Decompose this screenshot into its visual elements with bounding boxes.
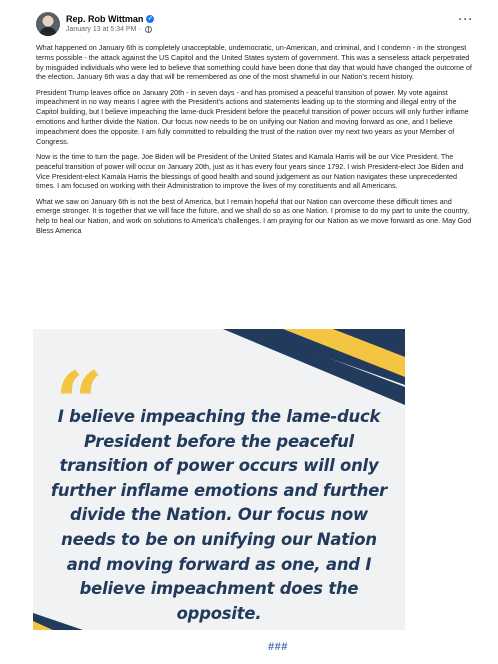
post-timestamp[interactable]: January 13 at 5:34 PM <box>66 26 137 33</box>
post-body <box>36 43 474 241</box>
post-paragraph: What we saw on January 6th is not the best of America, but I remain hopeful that our Nation can overcome these difficult times and emerge stronger. It is together that we will face the future, and we shall do so as one Nation. I promise to do my part to unite the country, help to heal our Nation, and work on solutions to America's challenges. I am praying for our Nation as we move forward as one. May God Bless America <box>36 196 472 236</box>
globe-icon <box>145 26 152 33</box>
author-name[interactable]: Rep. Rob Wittman <box>66 14 144 24</box>
post-meta <box>66 26 152 33</box>
quote-marks-icon: “ <box>55 353 104 452</box>
more-options-button[interactable]: ··· <box>458 12 474 26</box>
post-paragraph: President Trump leaves office on January 20th - in seven days - and has promised a peaceful transition of power. My vote against impeachment in no way means I agree with the President's actions and statements leading up to the storming and illegal entry of the Capitol building, but I believe impeaching the lame-duck President before the peaceful transition of power occurs will only further inflame emotions and further divide the Nation. Our focus now needs to be on unifying our Nation and moving forward as one, and I believe impeachment does the opposite. I am fully committed to rebuilding the trust of the nation over my next two years as your Member of Congress. <box>36 87 469 146</box>
avatar[interactable] <box>36 12 60 36</box>
post-paragraph: What happened on January 6th is completely unacceptable, undemocratic, un-American, and criminal, and I condemn - in the strongest terms possible - the attack against the US Capitol and the United States system of government. This was a senseless attack perpetrated by misguided individuals who were led to believe that something could have been done that day that would have changed the outcome of the election. January 6th was a day that will be remembered as one of the most shameful in our Nation's recent history. <box>36 43 472 82</box>
verified-badge-icon: ✓ <box>147 16 153 22</box>
separator-dot: · <box>139 26 142 33</box>
post-header <box>36 12 476 40</box>
avatar-silhouette <box>39 27 57 36</box>
post-paragraph: Now is the time to turn the page. Joe Biden will be President of the United States and Kamala Harris will be our Vice President. The peaceful transition of power will occur on January 20th, just as it has every four years since 1792. I wish President-elect Joe Biden and Vice President-elect Kamala Harris the blessings of good health and sound judgement as our Nation navigates these unprecedented times. I am focused on working with their Administration to improve the lives of my constituents and all Americans. <box>36 151 464 191</box>
author-row <box>66 14 154 24</box>
quote-text: I believe impeaching the lame-duck President before the peaceful transition of power occurs will only further inflame emotions and further divide the Nation. Our focus now needs to be on unifying our Nation and moving forward as one, and I believe impeachment does the opposite. <box>50 407 388 623</box>
quote-graphic[interactable] <box>33 329 405 630</box>
end-marker: ### <box>268 641 288 653</box>
